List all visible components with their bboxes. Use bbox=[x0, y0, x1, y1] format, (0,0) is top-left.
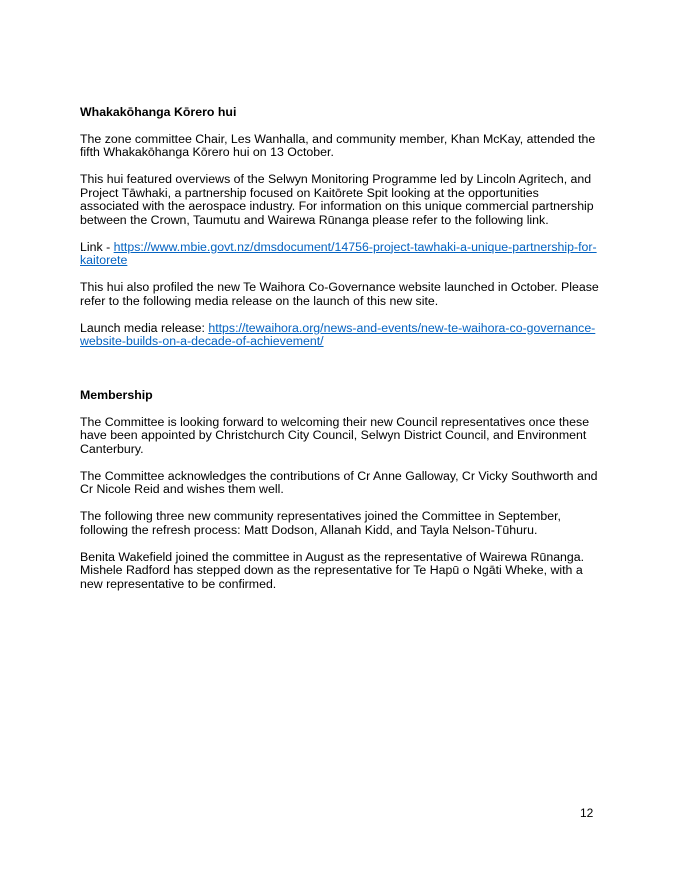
paragraph-media-release-link bbox=[80, 322, 600, 349]
section-whakakohanga-korero-hui bbox=[80, 106, 600, 349]
paragraph-attendance: The zone committee Chair, Les Wanhalla, and community member, Khan McKay, attended the fifth Whakakōhanga Kōrero hui on 13 October. bbox=[80, 131, 596, 159]
paragraph-new-community-reps: The following three new community representatives joined the Committee in September, following the refresh process: Matt Dodson, Allanah Kidd, and Tayla Nelson-Tūhuru. bbox=[80, 509, 561, 537]
paragraph-website-profile: This hui also profiled the new Te Waihora Co-Governance website launched in October. Please refer to the following media release on the launch of this new site. bbox=[80, 280, 599, 308]
section-heading: Membership bbox=[80, 388, 153, 402]
paragraph-new-council-reps: The Committee is looking forward to welcoming their new Council representatives once these have been appointed by Christchurch City Council, Selwyn District Council, and Environment Canterbury. bbox=[80, 414, 590, 456]
section-membership bbox=[80, 389, 600, 591]
paragraph-acknowledgements: The Committee acknowledges the contributions of Cr Anne Galloway, Cr Vicky Southworth and Cr Nicole Reid and wishes them well. bbox=[80, 468, 598, 496]
page-content bbox=[80, 106, 600, 605]
link-prefix: Launch media release: bbox=[80, 320, 209, 335]
section-heading: Whakakōhanga Kōrero hui bbox=[80, 105, 237, 119]
paragraph-hui-overview: This hui featured overviews of the Selwyn Monitoring Programme led by Lincoln Agritech, and Project Tāwhaki, a partnership focused on Kaitōrete Spit looking at the opportunities associated with the aerospace industry. For information on this unique commercial partnership between the Crown, Taumutu and Wairewa Rūnanga please refer to the following link. bbox=[80, 172, 594, 227]
mbie-project-tawhaki-link[interactable]: https://www.mbie.govt.nz/dmsdocument/14756-project-tawhaki-a-unique-partnership-for-kaitorete bbox=[80, 239, 597, 267]
section-spacer bbox=[80, 362, 600, 389]
page-number: 12 bbox=[580, 806, 594, 820]
link-prefix: Link - bbox=[80, 239, 114, 254]
te-waihora-media-release-link[interactable]: https://tewaihora.org/news-and-events/new-te-waihora-co-governance-website-builds-on-a-decade-of-achievement/ bbox=[80, 320, 596, 348]
paragraph-runanga-reps: Benita Wakefield joined the committee in August as the representative of Wairewa Rūnanga. Mishele Radford has stepped down as the representative for Te Hapū o Ngāti Wheke, with a new representative to be confirmed. bbox=[80, 549, 585, 591]
paragraph-mbie-link bbox=[80, 241, 600, 268]
